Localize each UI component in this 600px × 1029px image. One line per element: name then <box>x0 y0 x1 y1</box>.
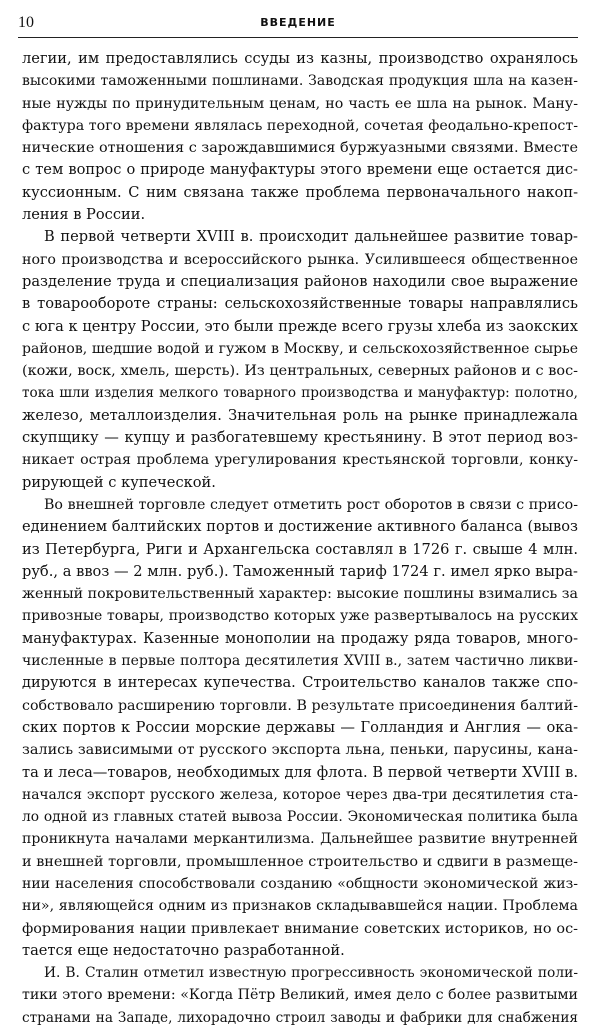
text-line: ные нужды по принудительным ценам, но часть ее шла на рынок. Ману- <box>22 95 578 112</box>
text-line: собствовало расширению торговли. В результате присоединения балтий- <box>22 697 578 714</box>
text-line: фактура того времени являлась переходной, сочетая феодально-крепост- <box>22 117 578 134</box>
text-line: ло одной из главных статей вывоза России. Экономическая политика была <box>22 809 578 826</box>
text-line: разделение труда и специализация районов находили свое выражение <box>22 272 578 290</box>
text-line: (кожи, воск, хмель, шерсть). Из центральных, северных районов и с вос- <box>22 363 578 380</box>
text-line: та и леса—товаров, необходимых для флота. В первой четверти XVIII в. <box>22 763 578 781</box>
text-line: тока шли изделия мелкого товарного производства и мануфактур: полотно, <box>22 385 578 402</box>
text-line: женный покровительственный характер: высокие пошлины взимались за <box>22 586 578 603</box>
text-line: зались зависимыми от русского экспорта льна, пеньки, парусины, кана- <box>22 742 578 759</box>
text-line: рирующей с купеческой. <box>22 473 216 491</box>
text-line: из Петербурга, Риги и Архангельска составлял в 1726 г. свыше 4 млн. <box>22 540 578 558</box>
text-line: ских портов к России морские державы — Голландия и Англия — ока- <box>22 718 578 736</box>
text-line: численные в первые полтора десятилетия XVIII в., затем частично ликви- <box>22 653 578 670</box>
text-line: начался экспорт русского железа, которое через два-три десятилетия ста- <box>22 786 578 803</box>
text-line: и внешней торговли, промышленное строительство и сдвиги в размеще- <box>22 853 578 870</box>
running-head: ВВЕДЕНИЕ <box>260 16 336 29</box>
text-line: никает острая проблема урегулирования крестьянской торговли, конку- <box>22 452 578 469</box>
text-line: нические отношения с зарождавшимися буржуазными связями. Вместе <box>22 140 578 157</box>
text-line: формирования нации привлекает внимание советских историков, но ос- <box>22 920 578 937</box>
text-line: Во внешней торговле следует отметить рост оборотов в связи с присо- <box>44 496 578 513</box>
text-line: высокими таможенными пошлинами. Заводская продукция шла на казен- <box>22 73 578 90</box>
text-line: дируются в интересах купечества. Строительство каналов также спо- <box>22 674 578 692</box>
text-line: скупщику — купцу и разбогатевшему крестьянину. В этот период воз- <box>22 429 578 447</box>
text-line: В первой четверти XVIII в. происходит дальнейшее развитие товар- <box>44 228 578 246</box>
text-line: мануфактурах. Казенные монополии на продажу ряда товаров, много- <box>22 629 578 647</box>
text-line: районов, шедшие водой и гужом в Москву, и сельскохозяйственное сырье <box>22 340 578 357</box>
text-line: ного производства и всероссийского рынка. Усилившееся общественное <box>22 251 578 268</box>
text-line: с тем вопрос о природе мануфактуры этого времени еще остается дис- <box>22 161 578 179</box>
text-line: тики этого времени: «Когда Пётр Великий, имея дело с более развитыми <box>22 987 578 1004</box>
text-line: с юга к центру России, это были прежде всего грузы хлеба из заокских <box>22 317 578 335</box>
text-line: железо, металлоизделия. Значительная роль на рынке принадлежала <box>22 406 578 424</box>
text-line: странами на Западе, лихорадочно строил заводы и фабрики для снабжения <box>22 1009 578 1026</box>
text-line: нии населения способствовали созданию «общности экономической жиз- <box>22 875 578 892</box>
page-header <box>18 12 578 34</box>
text-line: легии, им предоставлялись ссуды из казны, производство охранялось <box>22 50 578 67</box>
text-line: тается еще недостаточно разработанной. <box>22 941 345 959</box>
body-text <box>22 48 578 1029</box>
text-line: И. В. Сталин отметил известную прогрессивность экономической поли- <box>44 965 578 982</box>
text-line: в товарообороте страны: сельскохозяйственные товары направлялись <box>22 295 578 313</box>
page-number: 10 <box>18 14 34 31</box>
header-rule <box>18 37 578 38</box>
text-line: единением балтийских портов и достижение активного баланса (вывоз <box>22 518 578 536</box>
text-line: куссионным. С ним связана также проблема первоначального накоп- <box>22 183 578 201</box>
text-line: руб., а ввоз — 2 млн. руб.). Таможенный тариф 1724 г. имел ярко выра- <box>22 562 578 580</box>
text-line: ни», являющейся одним из признаков складывавшейся нации. Проблема <box>22 898 578 915</box>
text-line: ления в России. <box>22 206 146 224</box>
text-line: привозные товары, производство которых уже развертывалось на русских <box>22 608 578 625</box>
text-line: проникнута началами меркантилизма. Дальнейшее развитие внутренней <box>22 831 578 848</box>
